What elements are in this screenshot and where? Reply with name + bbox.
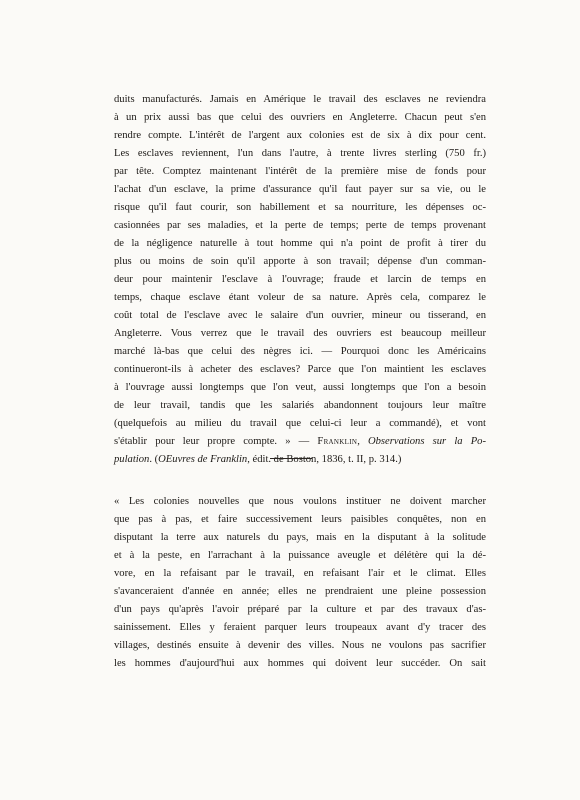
text-line: casionnées par ses maladies, et la perte de temps; perte de temps provenant: [114, 220, 486, 231]
text-line: villages, destinés ensuite à devenir des villes. Nous ne voulons pas sacrifier: [114, 640, 486, 651]
text-line: duits manufacturés. Jamais en Amérique le travail des esclaves ne reviendra: [114, 94, 486, 105]
citation-separator: . (: [149, 454, 159, 465]
text-line: Les esclaves reviennent, l'un dans l'autre, à trente livres sterling (750 fr.): [114, 148, 486, 159]
text-line: que pas à pas, et faire successivement leurs paisibles conquêtes, non en: [114, 514, 486, 525]
text-line: deur pour maintenir l'esclave à l'ouvrage; fraude et larcin de temps en: [114, 274, 486, 285]
citation-author: Franklin: [317, 436, 358, 447]
citation-line: [114, 451, 486, 469]
text-line: rendre compte. L'intérêt de l'argent aux colonies est de six à dix pour cent.: [114, 130, 486, 141]
text-line: les hommes d'aujourd'hui aux hommes qui doivent leur succéder. On sait: [114, 658, 486, 669]
text-line: de leur travail, tandis que les salariés abandonnent toujours leur maître: [114, 400, 486, 411]
text-line: marché là-bas que celui des nègres ici. — Pourquoi donc les Américains: [114, 346, 486, 357]
text-line: disputant la terre aux naturels du pays, mais en la disputant à la solitude: [114, 532, 486, 543]
citation-line: [114, 433, 486, 451]
text-line: Angleterre. Vous verrez que le travail des ouvriers est beaucoup meilleur: [114, 328, 486, 339]
text-line: l'achat d'un esclave, la prime d'assurance qu'il faut payer sur sa vie, ou le: [114, 184, 486, 195]
franklin-quotation-paragraph: [114, 91, 486, 469]
text-line: de la négligence naturelle à tout homme qui n'a point de profit à tirer du: [114, 238, 486, 249]
colonies-paragraph: [114, 493, 486, 673]
text-line: s'avanceraient d'année en année; elles ne prendraient une pleine possession: [114, 586, 486, 597]
text-line: vore, en la refaisant par le travail, en refaisant l'air et le climat. Elles: [114, 568, 486, 579]
text-line: par tête. Comptez maintenant l'intérêt de la première mise de fonds pour: [114, 166, 486, 177]
text-line: et à la peste, en l'arrachant à la puissance aveugle et délétère qui la dé-: [114, 550, 486, 561]
section-divider: [270, 458, 312, 459]
citation-work-title-end: pulation: [114, 454, 150, 465]
quotation-ending: s'établir pour leur propre compte. » —: [114, 436, 318, 447]
text-line: « Les colonies nouvelles que nous voulons instituer ne doivent marcher: [114, 496, 486, 507]
text-line: (quelquefois au milieu du travail que celui-ci leur a commandé), et vont: [114, 418, 486, 429]
citation-work-title: Observations sur la Po-: [367, 436, 487, 447]
citation-edition-title: OEuvres de Franklin: [158, 454, 248, 465]
citation-separator: ,: [357, 436, 368, 447]
text-line: à l'ouvrage aussi longtemps que l'on veut, aussi longtemps que l'on a besoin: [114, 382, 486, 393]
text-line: coût total de l'esclave avec le salaire d'un ouvrier, mineur ou tisserand, en: [114, 310, 486, 321]
text-line: risque qu'il faut courir, son habillement et sa nourriture, les dépenses oc-: [114, 202, 486, 213]
text-line: temps, chaque esclave étant voleur de sa nature. Après cela, comparez le: [114, 292, 486, 303]
citation-details: , édit. de Boston, 1836, t. II, p. 314.): [247, 454, 402, 465]
text-line: d'un pays qu'après l'avoir préparé par la culture et par des travaux d'as-: [114, 604, 486, 615]
text-line: à un prix aussi bas que celui des ouvriers en Angleterre. Chacun peut s'en: [114, 112, 486, 123]
text-line: continueront-ils à acheter des esclaves? Parce que l'on maintient les esclaves: [114, 364, 486, 375]
text-line: sainissement. Elles y feraient parquer leurs troupeaux avant d'y tracer des: [114, 622, 486, 633]
text-line: plus ou moins de soin qu'il apporte à son travail; dépense d'un comman-: [114, 256, 486, 267]
